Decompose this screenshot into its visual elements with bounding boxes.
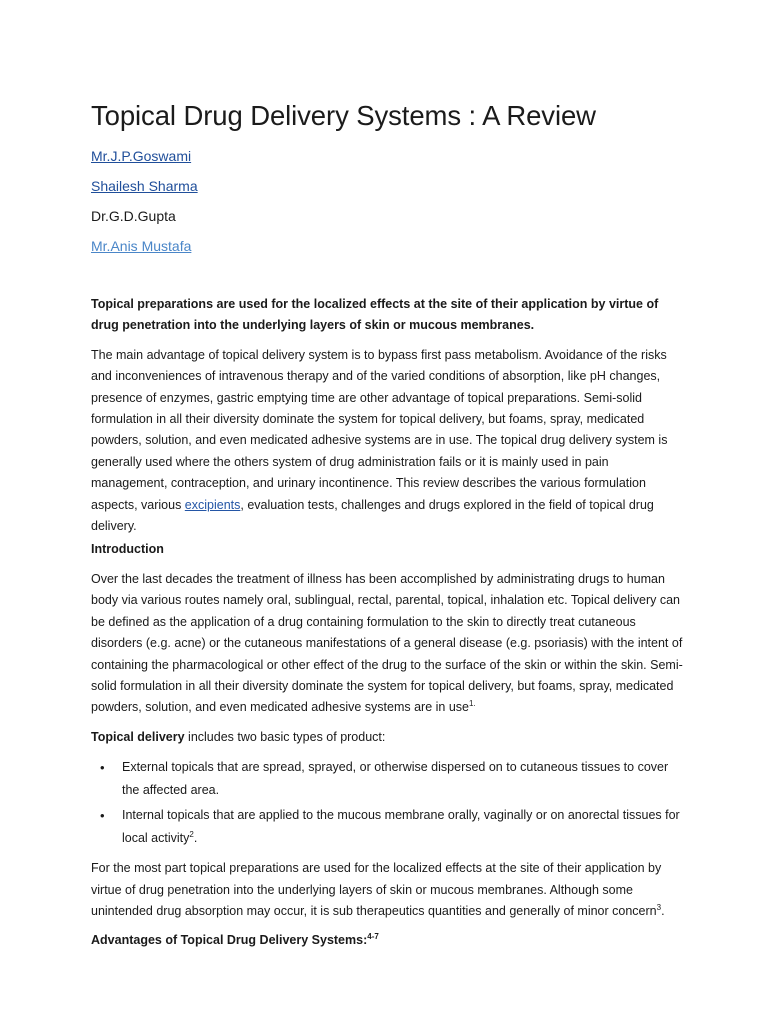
introduction-paragraph bbox=[91, 569, 683, 719]
list-item bbox=[100, 804, 683, 850]
author-goswami bbox=[91, 146, 683, 166]
advantage-text-a: The main advantage of topical delivery system is to bypass first pass metabolism. Avoidance of the risks and inconveniences of intravenous therapy and of the varied conditions of absorption, like pH changes, presence of enzymes, gastric emptying time are other advantage of topical preparations. Semi-solid formulation in all their diversity dominate the system for topical delivery, but foams, spray, medicated powders, solution, and even medicated adhesive systems are in use. The topical drug delivery system is generally used where the others system of drug administration fails or it is mainly used in pain management, contraception, and urinary incontinence. This review describes the various formulation aspects, various bbox=[91, 347, 668, 512]
bullet-icon: • bbox=[100, 760, 105, 776]
author-link-goswami[interactable]: Mr.J.P.Goswami bbox=[91, 148, 192, 164]
author-gupta: Dr.G.D.Gupta bbox=[91, 208, 176, 224]
advantage-paragraph bbox=[91, 345, 683, 538]
author-mustafa bbox=[91, 236, 683, 256]
advantage-text-b: , evaluation tests, challenges and drugs explored in the field of topical drug delivery. bbox=[91, 497, 654, 534]
list-item-text: Internal topicals that are applied to the mucous membrane orally, vaginally or on anorectal tissues for local activity bbox=[122, 808, 680, 846]
reference-3: 3 bbox=[656, 902, 662, 912]
bullet-icon: • bbox=[100, 808, 105, 824]
introduction-heading: Introduction bbox=[91, 542, 164, 557]
list-item-end: . bbox=[193, 831, 198, 846]
author-sharma bbox=[91, 176, 683, 196]
advantages-heading bbox=[91, 930, 683, 951]
list-item bbox=[100, 756, 683, 802]
author-link-sharma[interactable]: Shailesh Sharma bbox=[91, 178, 198, 194]
introduction-text: Over the last decades the treatment of illness has been accomplished by administrating drugs to human body via various routes namely oral, sublingual, rectal, parental, topical, inhalation etc. Topical delivery can be defined as the application of a drug containing formulation to the skin to directly treat cutaneous disorders (e.g. acne) or the cutaneous manifestations of a general disease (e.g. psoriasis) with the intent of containing the pharmacological or other effect of the drug to the surface of the skin or within the skin. Semi-solid formulation in all their diversity dominate the system for topical delivery, but foams, spray, medicated powders, solution, and even medicated adhesive systems are in use bbox=[91, 571, 683, 715]
localized-effects-text: For the most part topical preparations are used for the localized effects at the site of their application by virtue of drug penetration into the underlying layers of skin or mucous membranes. Although some unintended drug absorption may occur, it is sub therapeutics quantities and generally of minor concern bbox=[91, 861, 662, 918]
list-item-text: External topicals that are spread, sprayed, or otherwise dispersed on to cutaneous tissues to cover the affected area. bbox=[122, 760, 669, 798]
abstract-paragraph: Topical preparations are used for the localized effects at the site of their application by virtue of drug penetration into the underlying layers of skin or mucous membranes. bbox=[91, 297, 659, 333]
reference-2: 2 bbox=[189, 829, 194, 839]
author-link-mustafa[interactable]: Mr.Anis Mustafa bbox=[91, 238, 192, 254]
types-list bbox=[91, 756, 683, 850]
advantages-heading-text: Advantages of Topical Drug Delivery Systems: bbox=[91, 933, 368, 948]
localized-effects-end: . bbox=[661, 903, 665, 918]
document-title: Topical Drug Delivery Systems : A Review bbox=[91, 100, 596, 131]
types-bold: Topical delivery bbox=[91, 729, 185, 744]
types-paragraph bbox=[91, 727, 683, 748]
reference-1: 1. bbox=[469, 699, 476, 709]
types-text: includes two basic types of product: bbox=[184, 729, 386, 744]
reference-4-7: 4-7 bbox=[367, 932, 379, 942]
excipients-link[interactable]: excipients bbox=[184, 497, 241, 512]
document-content bbox=[91, 96, 683, 952]
localized-effects-paragraph bbox=[91, 858, 683, 922]
